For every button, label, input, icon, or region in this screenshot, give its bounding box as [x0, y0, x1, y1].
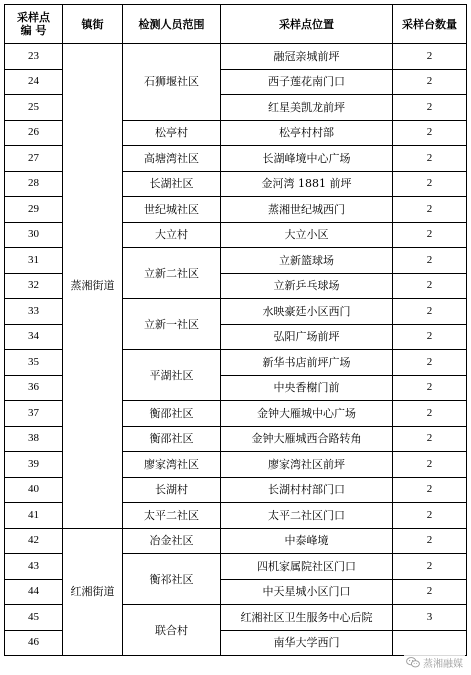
location-cell: 金钟大雁城中心广场: [221, 401, 393, 427]
header-testing-scope: 检测人员范围: [123, 5, 221, 44]
location-cell: 南华大学西门: [221, 630, 393, 656]
community-cell: 长湖社区: [123, 171, 221, 197]
location-cell: 立新篮球场: [221, 248, 393, 274]
sampling-point-number: 44: [5, 579, 63, 605]
wechat-icon: [406, 657, 420, 668]
community-cell: 联合村: [123, 605, 221, 656]
watermark-text: 蒸湘融媒: [423, 659, 463, 670]
location-cell: 廖家湾社区前坪: [221, 452, 393, 478]
station-count-cell: 2: [393, 477, 467, 503]
sampling-point-number: 45: [5, 605, 63, 631]
community-cell: 松亭村: [123, 120, 221, 146]
community-cell: 衡祁社区: [123, 554, 221, 605]
location-cell: 太平二社区门口: [221, 503, 393, 529]
header-number-line1: 采样点: [17, 11, 50, 24]
community-cell: 大立村: [123, 222, 221, 248]
station-count-cell: 2: [393, 197, 467, 223]
location-cell: 长湖峰境中心广场: [221, 146, 393, 172]
station-count-cell: 2: [393, 324, 467, 350]
station-count-cell: 2: [393, 375, 467, 401]
station-count-cell: 2: [393, 426, 467, 452]
station-count-cell: [393, 630, 467, 656]
header-town: 镇街: [63, 5, 123, 44]
header-station-count: 采样台数量: [393, 5, 467, 44]
sampling-point-number: 41: [5, 503, 63, 529]
community-cell: 廖家湾社区: [123, 452, 221, 478]
community-cell: 高塘湾社区: [123, 146, 221, 172]
location-cell: 金河湾 1881 前坪: [221, 171, 393, 197]
location-cell: 蒸湘世纪城西门: [221, 197, 393, 223]
station-count-cell: 2: [393, 554, 467, 580]
sampling-point-number: 24: [5, 69, 63, 95]
sampling-point-number: 26: [5, 120, 63, 146]
header-row: [5, 5, 467, 44]
location-cell: 新华书店前坪广场: [221, 350, 393, 376]
station-count-cell: 2: [393, 146, 467, 172]
sampling-point-number: 43: [5, 554, 63, 580]
watermark: [404, 654, 465, 671]
location-cell: 融冠亲城前坪: [221, 44, 393, 70]
station-count-cell: 2: [393, 69, 467, 95]
sampling-point-number: 29: [5, 197, 63, 223]
location-cell: 西子莲花南门口: [221, 69, 393, 95]
location-cell: 中泰峰境: [221, 528, 393, 554]
sampling-point-number: 37: [5, 401, 63, 427]
community-cell: 长湖村: [123, 477, 221, 503]
station-count-cell: 2: [393, 579, 467, 605]
location-cell: 红湘社区卫生服务中心后院: [221, 605, 393, 631]
community-cell: 立新二社区: [123, 248, 221, 299]
sampling-point-number: 40: [5, 477, 63, 503]
location-cell: 水映豪廷小区西门: [221, 299, 393, 325]
sampling-point-number: 25: [5, 95, 63, 121]
sampling-point-number: 39: [5, 452, 63, 478]
station-count-cell: 3: [393, 605, 467, 631]
location-cell: 中央香榭门前: [221, 375, 393, 401]
sampling-point-number: 42: [5, 528, 63, 554]
location-cell: 金钟大雁城西合路转角: [221, 426, 393, 452]
community-cell: 冶金社区: [123, 528, 221, 554]
table-body: [5, 44, 467, 656]
community-cell: 太平二社区: [123, 503, 221, 529]
station-count-cell: 2: [393, 273, 467, 299]
location-cell: 长湖村村部门口: [221, 477, 393, 503]
community-cell: 衡邵社区: [123, 426, 221, 452]
sampling-point-number: 36: [5, 375, 63, 401]
station-count-cell: 2: [393, 401, 467, 427]
community-cell: 石狮堰社区: [123, 44, 221, 121]
station-count-cell: 2: [393, 120, 467, 146]
sampling-point-number: 23: [5, 44, 63, 70]
location-cell: 弘阳广场前坪: [221, 324, 393, 350]
sampling-point-table: [4, 4, 467, 656]
station-count-cell: 2: [393, 299, 467, 325]
town-cell: 蒸湘街道: [63, 44, 123, 529]
sampling-point-number: 32: [5, 273, 63, 299]
location-cell: 立新乒乓球场: [221, 273, 393, 299]
station-count-cell: 2: [393, 222, 467, 248]
location-cell: 中天星城小区门口: [221, 579, 393, 605]
community-cell: 平湖社区: [123, 350, 221, 401]
town-cell: 红湘街道: [63, 528, 123, 656]
station-count-cell: 2: [393, 171, 467, 197]
location-cell: 四机家属院社区门口: [221, 554, 393, 580]
sampling-point-number: 38: [5, 426, 63, 452]
location-cell: 大立小区: [221, 222, 393, 248]
sampling-point-number: 35: [5, 350, 63, 376]
station-count-cell: 2: [393, 350, 467, 376]
community-cell: 衡邵社区: [123, 401, 221, 427]
header-number-line2: 编 号: [20, 24, 47, 37]
station-count-cell: 2: [393, 44, 467, 70]
community-cell: 立新一社区: [123, 299, 221, 350]
sampling-point-number: 34: [5, 324, 63, 350]
station-count-cell: 2: [393, 452, 467, 478]
location-cell: 松亭村村部: [221, 120, 393, 146]
sampling-point-number: 33: [5, 299, 63, 325]
header-sampling-point-number: [5, 5, 63, 44]
station-count-cell: 2: [393, 95, 467, 121]
sampling-point-number: 46: [5, 630, 63, 656]
sampling-point-number: 27: [5, 146, 63, 172]
station-count-cell: 2: [393, 528, 467, 554]
station-count-cell: 2: [393, 503, 467, 529]
community-cell: 世纪城社区: [123, 197, 221, 223]
location-cell: 红星美凯龙前坪: [221, 95, 393, 121]
table-row: [5, 44, 467, 70]
header-location: 采样点位置: [221, 5, 393, 44]
station-count-cell: 2: [393, 248, 467, 274]
sampling-point-number: 30: [5, 222, 63, 248]
table-row: [5, 528, 467, 554]
sampling-point-number: 28: [5, 171, 63, 197]
sampling-point-number: 31: [5, 248, 63, 274]
